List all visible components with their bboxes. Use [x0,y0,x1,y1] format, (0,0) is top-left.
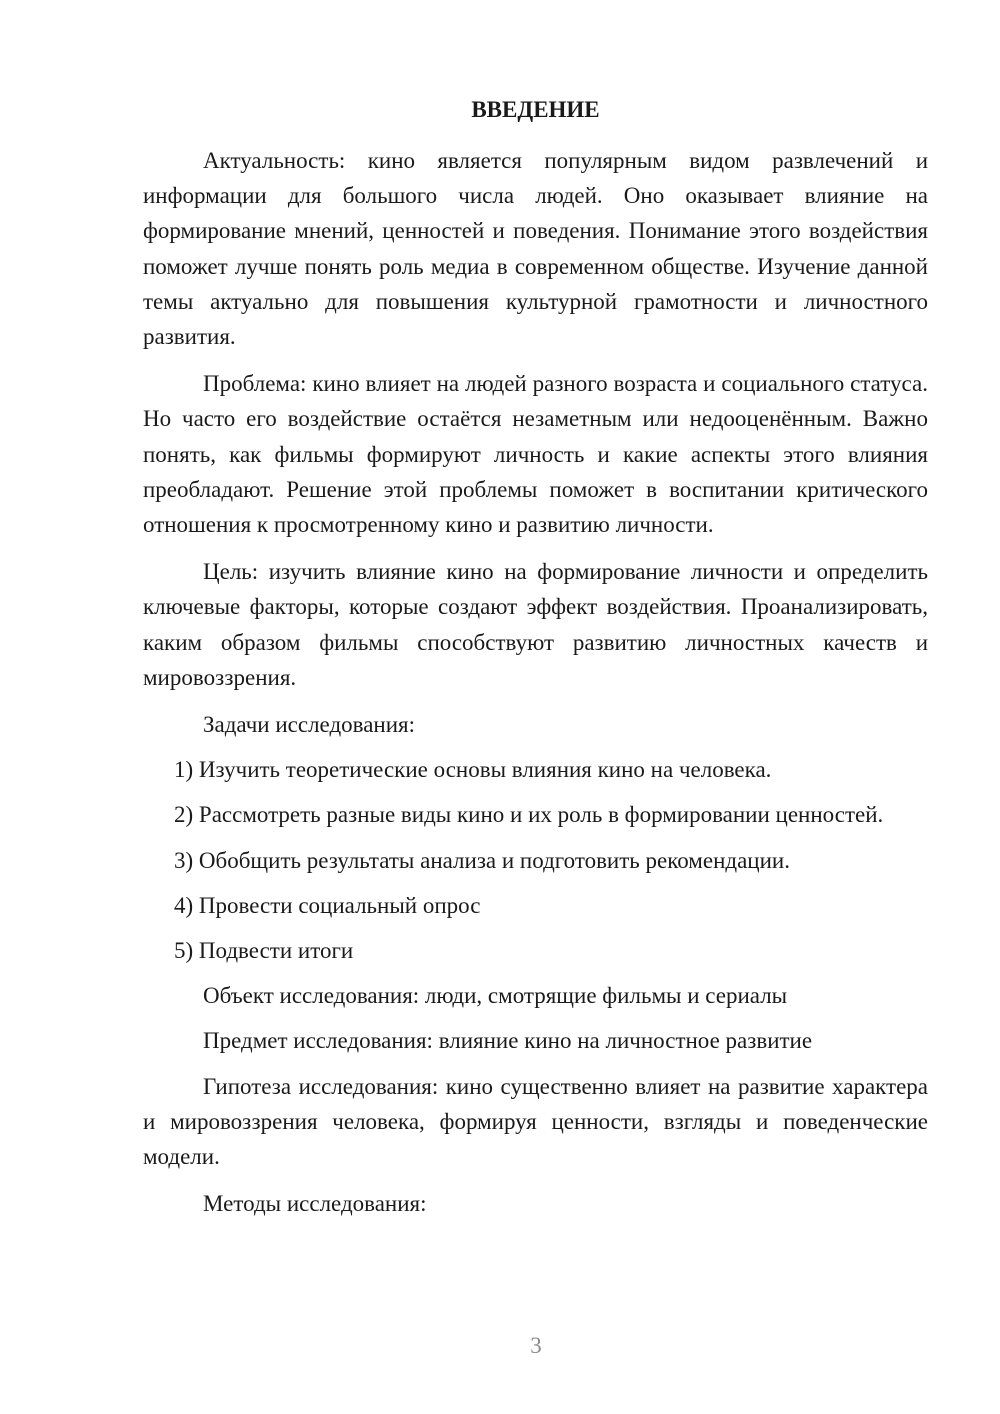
task-item: 1) Изучить теоретические основы влияния кино на человека. [174,757,772,783]
task-item: 3) Обобщить результаты анализа и подготовить рекомендации. [174,847,790,873]
subject-paragraph: Предмет исследования: влияние кино на личностное развитие [203,1028,813,1054]
section-title: ВВЕДЕНИЕ [471,97,600,122]
task-item: 5) Подвести итоги [174,938,354,964]
relevance-paragraph: Актуальность: кино является популярным видом развлечений и информации для большого числа людей. Оно оказывает влияние на формирование мнений, ценностей и поведения. Понимание этого воздействия поможет лучше понять роль медиа в современном обществе. Изучение данной темы актуально для повышения культурной грамотности и личностного развития. [143,148,928,350]
page-number: 3 [530,1333,542,1358]
object-paragraph: Объект исследования: люди, смотрящие фильмы и сериалы [203,983,788,1009]
task-item: 4) Провести социальный опрос [174,892,481,918]
problem-paragraph: Проблема: кино влияет на людей разного возраста и социального статуса. Но часто его воздействие остаётся незаметным или недооценённым. Важно понять, как фильмы формируют личность и какие аспекты этого влияния преобладают. Решение этой проблемы поможет в воспитании критического отношения к просмотренному кино и развитию личности. [143,371,928,538]
methods-heading: Методы исследования: [203,1191,427,1217]
hypothesis-paragraph: Гипотеза исследования: кино существенно влияет на развитие характера и мировоззрения человека, формируя ценности, взгляды и поведенческие модели. [143,1073,928,1170]
tasks-heading: Задачи исследования: [203,712,416,738]
document-page [143,92,928,1233]
task-item: 2) Рассмотреть разные виды кино и их роль в формировании ценностей. [174,802,884,828]
goal-paragraph: Цель: изучить влияние кино на формирование личности и определить ключевые факторы, которые создают эффект воздействия. Проанализировать, каким образом фильмы способствуют развитию личностных качеств и мировоззрения. [143,559,928,690]
